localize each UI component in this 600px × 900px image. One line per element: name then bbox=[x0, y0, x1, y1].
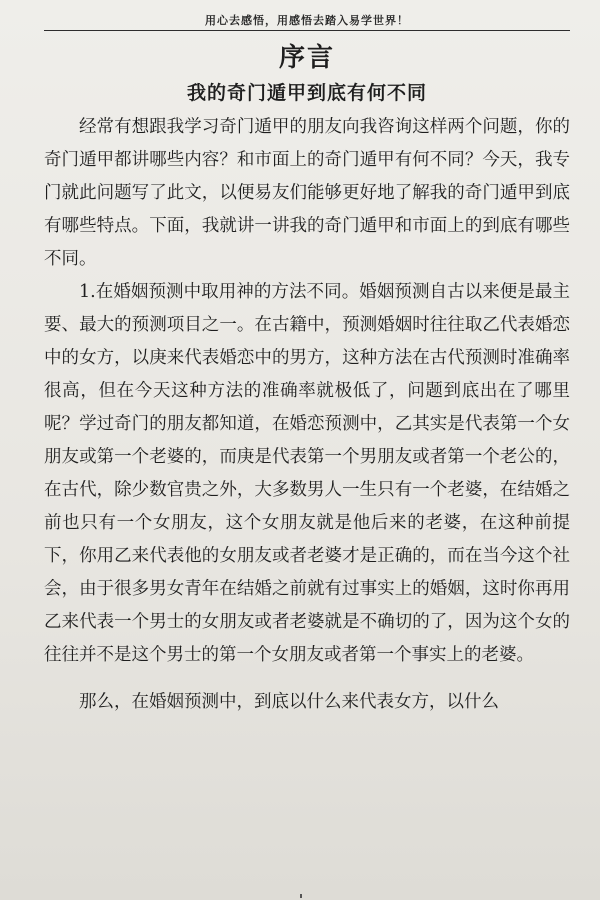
page-title: 序言 bbox=[278, 43, 335, 73]
paragraph-point-1: 1.在婚姻预测中取用神的方法不同。婚姻预测自古以来便是最主要、最大的预测项目之一。在古籍中，预测婚姻时往往取乙代表婚恋中的女方，以庚来代表婚恋中的男方，这种方法在古代预测时准确率很高，但在今天这种方法的准确率就极低了，问题到底出在了哪里呢？学过奇门的朋友都知道，在婚恋预测中，乙其实是代表第一个女朋友或第一个老婆的，而庚是代表第一个男朋友或者第一个老公的，在古代，除少数官贵之外，大多数男人一生只有一个老婆，在结婚之前也只有一个女朋友，这个女朋友就是他后来的老婆，在这种前提下，你用乙来代表他的女朋友或者老婆才是正确的，而在当今这个社会，由于很多男女青年在结婚之前就有过事实上的婚姻，这时你再用乙来代表一个男士的女朋友或者老婆就是不确切的了，因为这个女的往往并不是这个男士的第一个女朋友或者第一个事实上的老婆。 bbox=[44, 282, 570, 665]
running-header: 用心去感悟，用感悟去踏入易学世界！ bbox=[205, 14, 409, 27]
page-number-mark bbox=[300, 894, 302, 898]
paragraph-continuation: 那么，在婚姻预测中，到底以什么来代表女方，以什么 bbox=[79, 692, 499, 712]
page-subtitle: 我的奇门遁甲到底有何不同 bbox=[186, 82, 427, 104]
header-rule bbox=[44, 30, 570, 31]
paragraph-intro: 经常有想跟我学习奇门遁甲的朋友向我咨询这样两个问题，你的奇门遁甲都讲哪些内容？和市面上的奇门遁甲有何不同？今天，我专门就此问题写了此文，以便易友们能够更好地了解我的奇门遁甲到底有哪些特点。下面，我就讲一讲我的奇门遁甲和市面上的到底有哪些不同。 bbox=[44, 117, 570, 269]
